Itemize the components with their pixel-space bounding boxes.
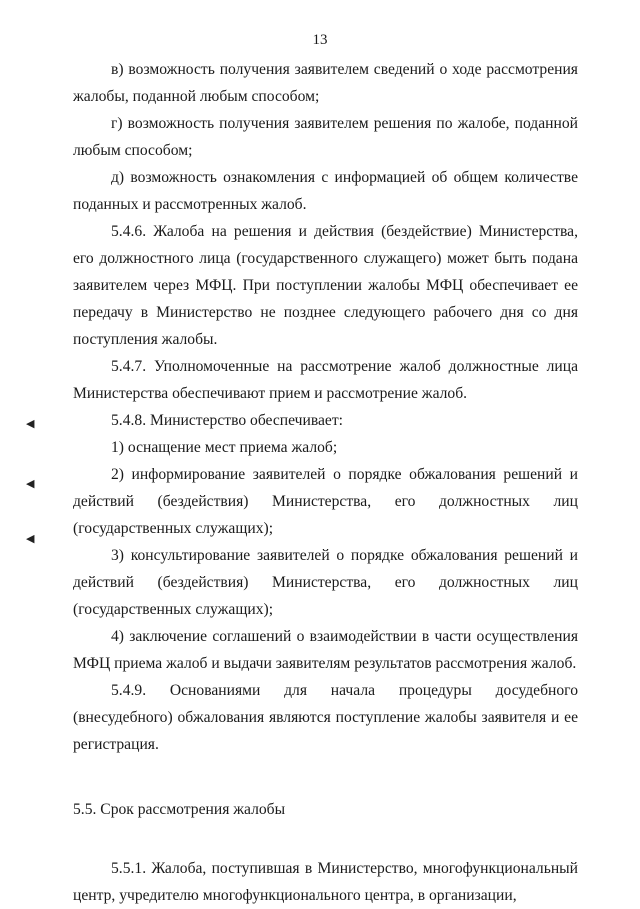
paragraph: в) возможность получения заявителем сведений о ходе рассмотрения жалобы, поданной любым способом; bbox=[73, 61, 578, 105]
paragraph: 5.5.1. Жалоба, поступившая в Министерство, многофункциональный центр, учредителю многофункционального центра, в организации, bbox=[73, 860, 578, 904]
paragraph: 2) информирование заявителей о порядке обжалования решений и действий (бездействия) Министерства, его должностных лиц (государственных служащих); bbox=[73, 466, 578, 537]
document-body bbox=[73, 56, 578, 909]
paragraph: 1) оснащение мест приема жалоб; bbox=[111, 439, 338, 456]
paragraph: 5.4.7. Уполномоченные на рассмотрение жалоб должностные лица Министерства обеспечивают прием и рассмотрение жалоб. bbox=[73, 358, 578, 402]
paragraph: 3) консультирование заявителей о порядке обжалования решений и действий (бездействия) Министерства, его должностных лиц (государственных служащих); bbox=[73, 547, 578, 618]
paragraph: д) возможность ознакомления с информацией об общем количестве поданных и рассмотренных жалоб. bbox=[73, 169, 578, 213]
paragraph: 4) заключение соглашений о взаимодействии в части осуществления МФЦ приема жалоб и выдачи заявителям результатов рассмотрения жалоб. bbox=[73, 628, 578, 672]
page-number: 13 bbox=[312, 32, 328, 48]
paragraph: 5.4.9. Основаниями для начала процедуры досудебного (внесудебного) обжалования являются поступление жалобы заявителя и ее регистрация. bbox=[73, 682, 578, 753]
paragraph: г) возможность получения заявителем решения по жалобе, поданной любым способом; bbox=[73, 115, 578, 159]
margin-arrow-icon: ◀ bbox=[26, 532, 35, 545]
paragraph: 5.4.8. Министерство обеспечивает: bbox=[111, 412, 343, 429]
section-heading: 5.5. Срок рассмотрения жалобы bbox=[73, 801, 286, 818]
paragraph: 5.4.6. Жалоба на решения и действия (бездействие) Министерства, его должностного лица (государственного служащего) может быть подана заявителем через МФЦ. При поступлении жалобы МФЦ обеспечивает ее передачу в Министерство не позднее следующего рабочего дня со дня поступления жалобы. bbox=[73, 223, 578, 348]
margin-arrow-icon: ◀ bbox=[26, 477, 35, 490]
margin-arrow-icon: ◀ bbox=[26, 417, 35, 430]
